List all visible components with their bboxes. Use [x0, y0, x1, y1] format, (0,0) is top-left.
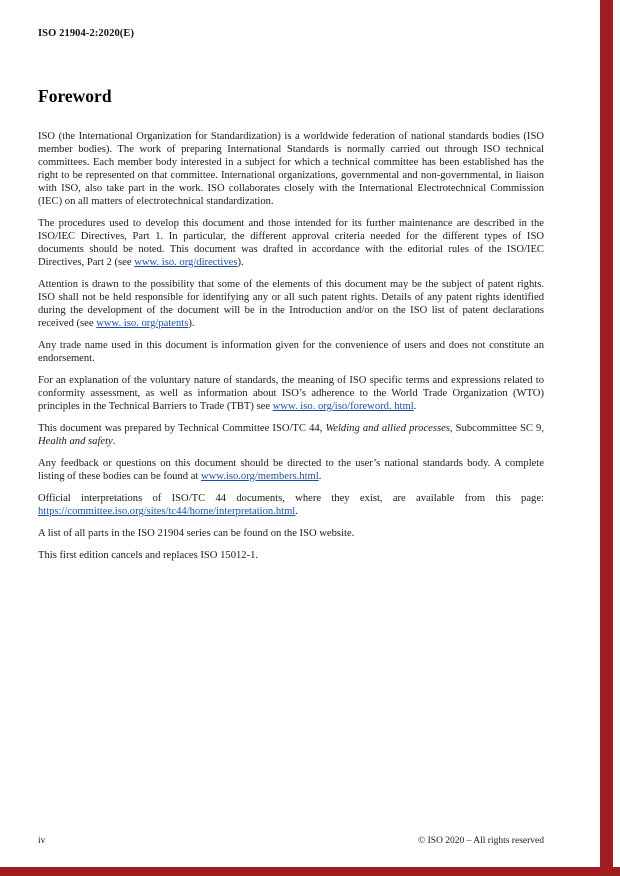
text-segment: ). [237, 257, 244, 268]
document-reference-header: ISO 21904-2:2020(E) [38, 28, 135, 39]
text-segment: ). [188, 318, 195, 329]
text-segment: A list of all parts in the ISO 21904 series can be found on the ISO website. [38, 528, 355, 539]
text-segment: . [112, 436, 116, 447]
paragraph [38, 339, 544, 365]
hyperlink[interactable]: www. iso. org/directives [134, 257, 238, 268]
preview-border-bottom [0, 867, 620, 876]
paragraph [38, 374, 544, 413]
text-segment: Any trade name used in this document is information given for the convenience of users and does not constitute an endorsement. [38, 340, 544, 364]
page-footer [38, 836, 544, 846]
text-segment: . [413, 401, 417, 412]
paragraph [38, 492, 544, 518]
preview-border-right [600, 0, 613, 876]
footer-copyright: © ISO 2020 – All rights reserved [418, 836, 544, 846]
hyperlink[interactable]: www.iso.org/members.html [201, 471, 319, 482]
text-segment: Attention is drawn to the possibility that some of the elements of this document may be the subject of patent rights. ISO shall not be held responsible for identifying any or all such patent rights. Details of any patent rights identified during the development of the document will be in the Introduction and/or on the ISO list of patent declarations received (see [38, 279, 544, 329]
paragraph [38, 422, 544, 448]
text-segment: Health and safety [38, 436, 113, 447]
text-segment: ISO (the International Organization for Standardization) is a worldwide federation of national standards bodies (ISO member bodies). The work of preparing International Standards is normally carried out through ISO technical committees. Each member body interested in a subject for which a technical committee has been established has the right to be represented on that committee. International organizations, governmental and non-governmental, in liaison with ISO, also take part in the work. ISO collaborates closely with the International Electrotechnical Commission (IEC) on all matters of electrotechnical standardization. [38, 131, 544, 207]
text-segment: This first edition cancels and replaces ISO 15012-1. [38, 550, 259, 561]
footer-page-number: iv [38, 836, 46, 846]
paragraph [38, 549, 544, 562]
text-segment: . [318, 471, 322, 482]
paragraph [38, 527, 544, 540]
text-segment: For an explanation of the voluntary nature of standards, the meaning of ISO specific terms and expressions related to conformity assessment, as well as information about ISO’s adherence to the World Trade Organization (WTO) principles in the Technical Barriers to Trade (TBT) see [38, 375, 544, 412]
text-segment: The procedures used to develop this document and those intended for its further maintenance are described in the ISO/IEC Directives, Part 1. In particular, the different approval criteria needed for the different types of ISO documents should be noted. This document was drafted in accordance with the editorial rules of the ISO/IEC Directives, Part 2 (see [38, 218, 544, 268]
text-segment: , Subcommittee SC 9, [449, 423, 545, 434]
text-segment: Welding and allied processes [325, 423, 450, 434]
text-segment: . [295, 506, 298, 517]
foreword-paragraphs [38, 130, 544, 562]
hyperlink[interactable]: www. iso. org/patents [96, 318, 189, 329]
page-content [38, 0, 544, 571]
paragraph [38, 457, 544, 483]
paragraph [38, 130, 544, 208]
text-segment: This document was prepared by Technical Committee ISO/TC 44, [38, 423, 326, 434]
text-segment: Official interpretations of ISO/TC 44 documents, where they exist, are available from this page: [38, 493, 544, 504]
page-title: Foreword [38, 86, 112, 106]
paragraph [38, 217, 544, 269]
hyperlink[interactable]: www. iso. org/iso/foreword. html [272, 401, 414, 412]
hyperlink[interactable]: https://committee.iso.org/sites/tc44/home/interpretation.html [38, 506, 296, 517]
paragraph [38, 278, 544, 330]
text-segment: Any feedback or questions on this document should be directed to the user’s national standards body. A complete listing of these bodies can be found at [38, 458, 544, 482]
